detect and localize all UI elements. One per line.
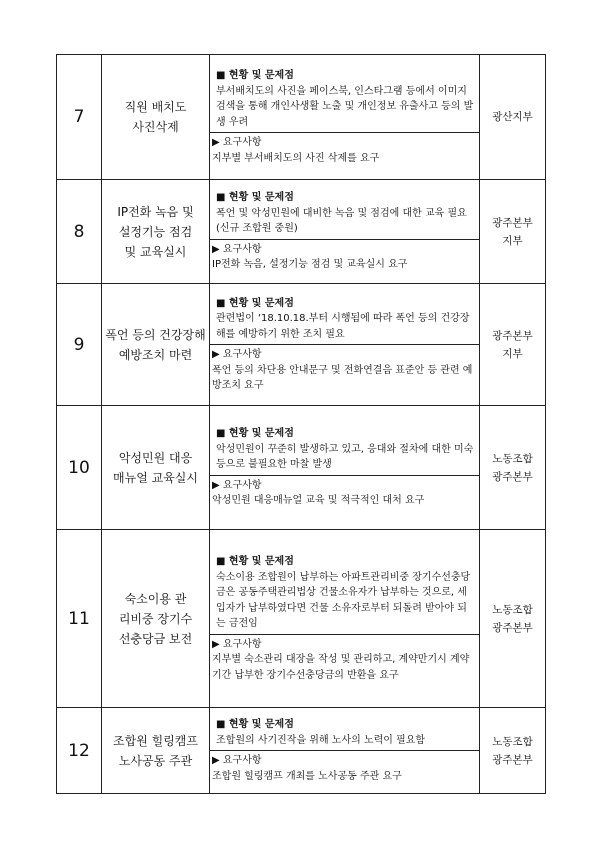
row-title-line: 예방조치 마련 [118, 347, 193, 362]
row-body [210, 406, 480, 530]
org-line: 광주본부 [492, 329, 533, 342]
row-organization [480, 284, 546, 406]
row-title [102, 530, 210, 708]
request-text: 악성민원 대응매뉴얼 교육 및 적극적인 대처 요구 [212, 495, 425, 507]
request-heading: ▶ 요구사항 [212, 349, 262, 360]
org-line: 광주본부 [492, 216, 533, 229]
org-line: 노동조합 [492, 452, 533, 465]
row-title-line: IP전화 녹음 및 [117, 204, 194, 219]
table-row [57, 708, 546, 794]
status-section [210, 424, 479, 475]
row-title-line: 폭언 등의 건강장해 [105, 327, 206, 342]
table-row [57, 55, 546, 180]
status-section [210, 66, 479, 132]
org-line: 광산지부 [492, 111, 533, 123]
org-line: 지부 [502, 347, 523, 360]
row-title-line: 숙소이용 관 [124, 591, 187, 606]
status-heading: ■ 현황 및 문제점 [216, 70, 294, 81]
row-number: 11 [57, 530, 102, 708]
table-row [57, 406, 546, 530]
org-line: 노동조합 [492, 735, 533, 748]
request-text: IP전화 녹음, 설정기능 점검 및 교육실시 요구 [212, 259, 408, 271]
row-organization [480, 180, 546, 284]
row-title-line: 악성민원 대응 [118, 450, 193, 465]
row-number: 7 [57, 55, 102, 180]
org-line: 노동조합 [492, 603, 533, 616]
row-title-line: 노사공동 주관 [118, 753, 193, 768]
status-text: 악성민원이 꾸준히 발생하고 있고, 응대와 절차에 대한 미숙 등으로 불필요한 마찰 발생 [216, 443, 474, 471]
status-text: 숙소이용 조합원이 납부하는 아파트관리비중 장기수선충당금은 공동주택관리법상 건물소유자가 납부하는 것으로, 세입자가 납부하였다면 건물 소유자로부터 되돌려 받아야 되는 금전임 [216, 571, 471, 629]
org-line: 광주본부 [492, 753, 533, 766]
status-text: 부서배치도의 사진을 페이스북, 인스타그램 등에서 이미지 검색을 통해 개인사생활 노출 및 개인정보 유출사고 등의 발생 우려 [216, 85, 474, 128]
table-row [57, 530, 546, 708]
row-number: 8 [57, 180, 102, 284]
request-section [210, 344, 479, 396]
row-number: 12 [57, 708, 102, 794]
request-text: 폭언 등의 차단용 안내문구 및 전화연결음 표준안 등 관련 예방조치 요구 [212, 364, 473, 391]
request-text: 지부별 숙소관리 대장을 작성 및 관리하고, 계약만기시 계약기간 납부한 장기수선충당금의 반환을 요구 [212, 654, 470, 681]
row-body [210, 284, 480, 406]
row-title [102, 180, 210, 284]
row-title-line: 리비중 장기수 [118, 611, 193, 626]
row-organization [480, 406, 546, 530]
status-text: 폭언 및 악성민원에 대비한 녹음 및 점검에 대한 교육 필요(신규 조합원 중원) [216, 207, 467, 235]
table-row [57, 180, 546, 284]
request-text: 조합원 힐링캠프 개최를 노사공동 주관 요구 [212, 770, 402, 782]
request-section [210, 750, 479, 786]
row-title [102, 55, 210, 180]
row-number: 10 [57, 406, 102, 530]
row-number: 9 [57, 284, 102, 406]
request-section [210, 132, 479, 168]
status-text: 조합원의 사기진작을 위해 노사의 노력이 필요함 [216, 734, 426, 746]
org-line: 광주본부 [492, 470, 533, 483]
status-section [210, 188, 479, 239]
row-body [210, 55, 480, 180]
request-section [210, 239, 479, 275]
row-title [102, 708, 210, 794]
org-line: 광주본부 [492, 621, 533, 634]
row-body [210, 708, 480, 794]
org-line: 지부 [502, 234, 523, 247]
row-title-line: 직원 배치도 [124, 100, 187, 114]
row-organization [480, 55, 546, 180]
row-title-line: 조합원 힐링캠프 [113, 733, 198, 748]
request-heading: ▶ 요구사항 [212, 638, 262, 650]
request-section [210, 475, 479, 511]
status-text: 관련법이 ‘18.10.18.부터 시행됨에 따라 폭언 등의 건강장해를 예방하기 위한 조치 필요 [216, 313, 470, 340]
status-section [210, 294, 479, 345]
request-heading: ▶ 요구사항 [212, 137, 262, 148]
status-heading: ■ 현황 및 문제점 [216, 556, 294, 567]
proposal-table [56, 54, 546, 794]
request-text: 지부별 부서배치도의 사진 삭제를 요구 [212, 152, 380, 164]
status-section [210, 552, 479, 634]
row-body [210, 180, 480, 284]
request-section [210, 634, 479, 686]
row-title-line: 설정기능 점검 [118, 224, 193, 239]
row-body [210, 530, 480, 708]
status-heading: ■ 현황 및 문제점 [216, 428, 294, 440]
row-title-line: 및 교육실시 [124, 244, 187, 259]
request-heading: ▶ 요구사항 [212, 479, 262, 491]
request-heading: ▶ 요구사항 [212, 243, 262, 255]
row-title [102, 284, 210, 406]
status-heading: ■ 현황 및 문제점 [216, 192, 294, 204]
row-title-line: 선충당금 보전 [118, 631, 193, 646]
status-section [210, 715, 479, 750]
status-heading: ■ 현황 및 문제점 [216, 719, 294, 730]
table-row [57, 284, 546, 406]
status-heading: ■ 현황 및 문제점 [216, 297, 294, 309]
request-heading: ▶ 요구사항 [212, 755, 262, 766]
row-organization [480, 708, 546, 794]
row-title-line: 매뉴얼 교육실시 [113, 470, 198, 485]
row-title-line: 사진삭제 [132, 120, 179, 134]
row-organization [480, 530, 546, 708]
row-title [102, 406, 210, 530]
